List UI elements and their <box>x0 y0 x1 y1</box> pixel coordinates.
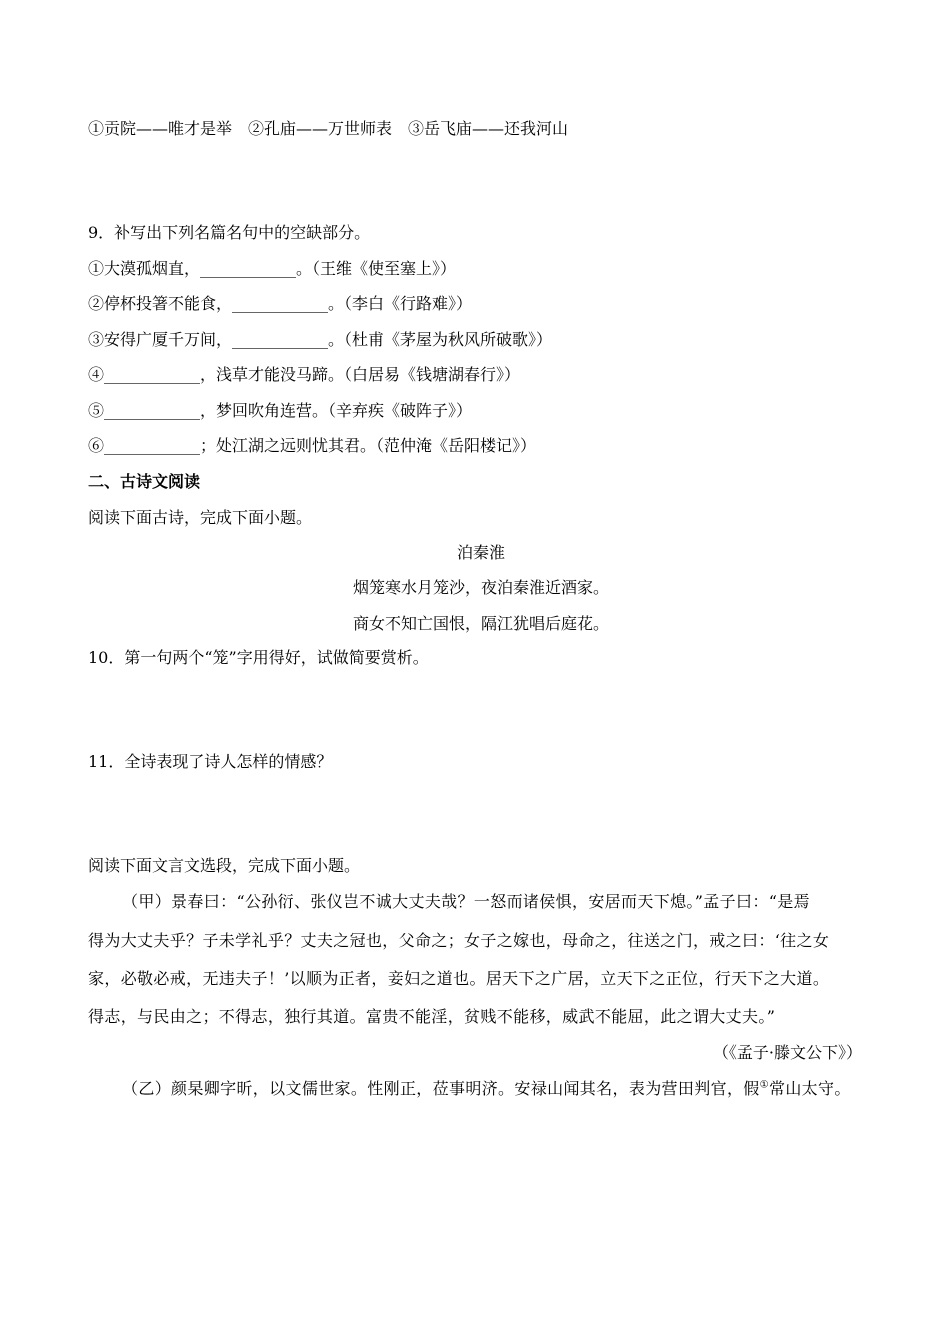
question-9-item-6: ⑥____________；处江湖之远则忧其君。（范仲淹《岳阳楼记》） <box>88 436 537 455</box>
passage-jia-source: （《孟子·滕文公下》） <box>712 1043 862 1062</box>
question-9-item-2: ②停杯投箸不能食，____________。（李白《行路难》） <box>88 294 473 313</box>
passage-jia-line-2: 得为大丈夫乎？子未学礼乎？丈夫之冠也，父命之；女子之嫁也，母命之，往送之门，戒之曰：‘往之女 <box>88 931 830 950</box>
section-heading: 二、古诗文阅读 <box>88 472 201 491</box>
poem-intro: 阅读下面古诗，完成下面小题。 <box>88 508 313 527</box>
passage-yi-text-end: 常山太守。 <box>768 1079 851 1098</box>
footnote-marker: ① <box>759 1079 769 1091</box>
prose-intro: 阅读下面文言文选段，完成下面小题。 <box>88 856 361 875</box>
question-9-item-5: ⑤____________，梦回吹角连营。（辛弃疾《破阵子》） <box>88 401 473 420</box>
poem-line-2: 商女不知亡国恨，隔江犹唱后庭花。 <box>352 614 609 633</box>
poem-title: 泊秦淮 <box>456 543 505 562</box>
passage-jia-line-1: （甲）景春曰：“公孙衍、张仪岂不诚大丈夫哉？一怒而诸侯惧，安居而天下熄。”孟子曰：“是焉 <box>122 892 810 911</box>
question-9-item-3: ③安得广厦千万间，____________。（杜甫《茅屋为秋风所破歌》） <box>88 330 553 349</box>
passage-yi-text: （乙）颜杲卿字昕，以文儒世家。性刚正，莅事明济。安禄山闻其名，表为营田判官，假 <box>122 1079 760 1098</box>
passage-yi-line-1 <box>122 1079 862 1099</box>
previous-answer-line: ①贡院——唯才是举 ②孔庙——万世师表 ③岳飞庙——还我河山 <box>88 119 569 138</box>
question-9-stem: 9．补写出下列名篇名句中的空缺部分。 <box>88 223 371 242</box>
question-10: 10．第一句两个“笼”字用得好，试做简要赏析。 <box>88 648 429 667</box>
question-11: 11．全诗表现了诗人怎样的情感？ <box>88 752 333 771</box>
passage-jia-line-4: 得志，与民由之；不得志，独行其道。富贵不能淫，贫贱不能移，威武不能屈，此之谓大丈夫。” <box>88 1007 776 1026</box>
poem-line-1: 烟笼寒水月笼沙，夜泊秦淮近酒家。 <box>352 578 609 597</box>
passage-jia-line-3: 家，必敬必戒，无违夫子！’以顺为正者，妾妇之道也。居天下之广居，立天下之正位，行天下之大道。 <box>88 969 830 988</box>
question-9-item-4: ④____________，浅草才能没马蹄。（白居易《钱塘湖春行》） <box>88 365 521 384</box>
question-9-item-1: ①大漠孤烟直，____________。（王维《使至塞上》） <box>88 259 457 278</box>
